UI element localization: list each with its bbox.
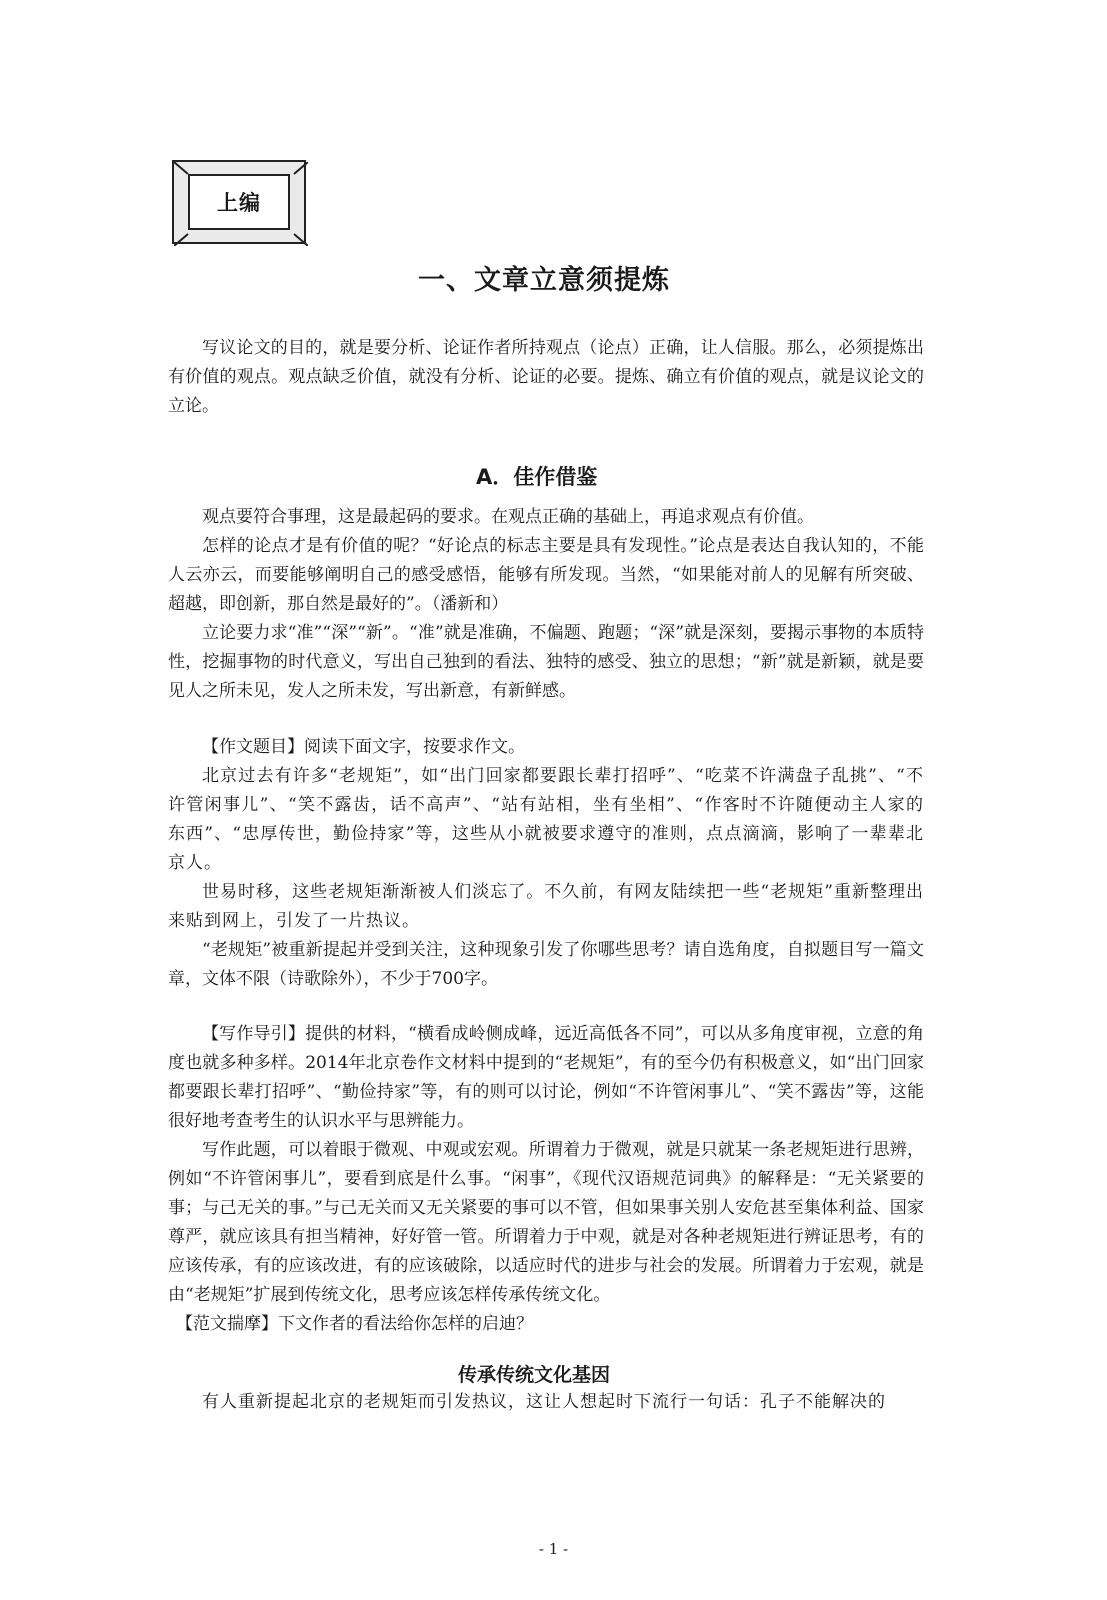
prompt-quote-2: 世易时移，这些老规矩渐渐被人们淡忘了。不久前，有网友陆续把一些“老规矩”重新整理出来贴到网上，引发了一片热议。 bbox=[168, 882, 924, 931]
essay-first-line: 有人重新提起北京的老规矩而引发热议，这让人想起时下流行一句话：孔子不能解决的 bbox=[202, 1392, 886, 1412]
model-paragraph bbox=[168, 1310, 932, 1339]
prompt-requirement: “老规矩”被重新提起并受到关注，这种现象引发了你哪些思考？请自选角度，自拟题目写一篇文章，文体不限（诗歌除外），不少于700字。 bbox=[168, 940, 924, 989]
jiezuo-paragraph-1: 观点要符合事理，这是最起码的要求。在观点正确的基础上，再追求观点有价值。 bbox=[202, 507, 814, 527]
prompt-quote-1: 北京过去有许多“老规矩”，如“出门回家都要跟长辈打招呼”、“吃菜不许满盘子乱挑”、“不许管闲事儿”、“笑不露齿，话不高声”、“站有站相，坐有坐相”、“作客时不许随便动主人家的东西”、“忠厚传世，勤俭持家”等，这些从小就被要求遵守的准则，点点滴滴，影响了一辈辈北京人。 bbox=[168, 766, 924, 873]
jiezuo-paragraph-2: 怎样的论点才是有价值的呢？“好论点的标志主要是具有发现性。”论点是表达自我认知的，不能人云亦云，而要能够阐明自己的感受感悟，能够有所发现。当然，“如果能对前人的见解有所突破、超越，即创新，那自然是最好的”。（潘新和） bbox=[168, 536, 924, 614]
guide-text-1: 提供的材料，“横看成岭侧成峰，远近高低各不同”，可以从多角度审视，立意的角度也就多种多样。2014年北京卷作文材料中提到的“老规矩”，有的至今仍有积极意义，如“出门回家都要跟长辈打招呼”、“勤俭持家”等，有的则可以讨论，例如“不许管闲事儿”、“笑不露齿”等，这能很好地考查考生的认识水平与思辨能力。 bbox=[168, 1024, 924, 1131]
prompt-paragraph bbox=[168, 733, 924, 762]
model-lead: 下文作者的看法给你怎样的启迪？ bbox=[278, 1314, 533, 1334]
jiezuo-paragraph-3: 立论要力求“准”“深”“新”。“准”就是准确，不偏题、跑题；“深”就是深刻，要揭示事物的本质特性，挖掘事物的时代意义，写出自己独到的看法、独特的感受、独立的思想；“新”就是新颖，就是要见人之所未见，发人之所未发，写出新意，有新鲜感。 bbox=[168, 623, 924, 701]
guide-tag: 【写作导引】 bbox=[202, 1024, 306, 1044]
guide-paragraph-2: 写作此题，可以着眼于微观、中观或宏观。所谓着力于微观，就是只就某一条老规矩进行思辨，例如“不许管闲事儿”，要看到底是什么事。“闲事”，《现代汉语规范词典》的解释是：“无关紧要的事；与己无关的事。”与己无关而又无关紧要的事可以不管，但如果事关别人安危甚至集体利益、国家尊严，就应该具有担当精神，好好管一管。所谓着力于中观，就是对各种老规矩进行辨证思考，有的应该传承，有的应该改进，有的应该破除，以适应时代的进步与社会的发展。所谓着力于宏观，就是由“老规矩”扩展到传统文化，思考应该怎样传承传统文化。 bbox=[168, 1140, 924, 1305]
page-number: - 1 - bbox=[538, 1540, 569, 1558]
prompt-tag: 【作文题目】 bbox=[202, 737, 304, 757]
section-box-inner bbox=[188, 174, 290, 230]
guide-paragraph-1 bbox=[168, 1020, 924, 1136]
model-tag: 【范文揣摩】 bbox=[176, 1314, 278, 1334]
section-label: 上编 bbox=[217, 191, 261, 215]
prompt-lead: 阅读下面文字，按要求作文。 bbox=[304, 737, 525, 757]
intro-paragraph: 写议论文的目的，就是要分析、论证作者所持观点（论点）正确，让人信服。那么，必须提炼出有价值的观点。观点缺乏价值，就没有分析、论证的必要。提炼、确立有价值的观点，就是议论文的立论。 bbox=[168, 338, 924, 416]
chapter-title: 一、文章立意须提炼 bbox=[418, 265, 670, 296]
essay-title: 传承传统文化基因 bbox=[458, 1364, 611, 1386]
section-box bbox=[172, 160, 306, 244]
subsection-title: A．佳作借鉴 bbox=[476, 465, 598, 489]
